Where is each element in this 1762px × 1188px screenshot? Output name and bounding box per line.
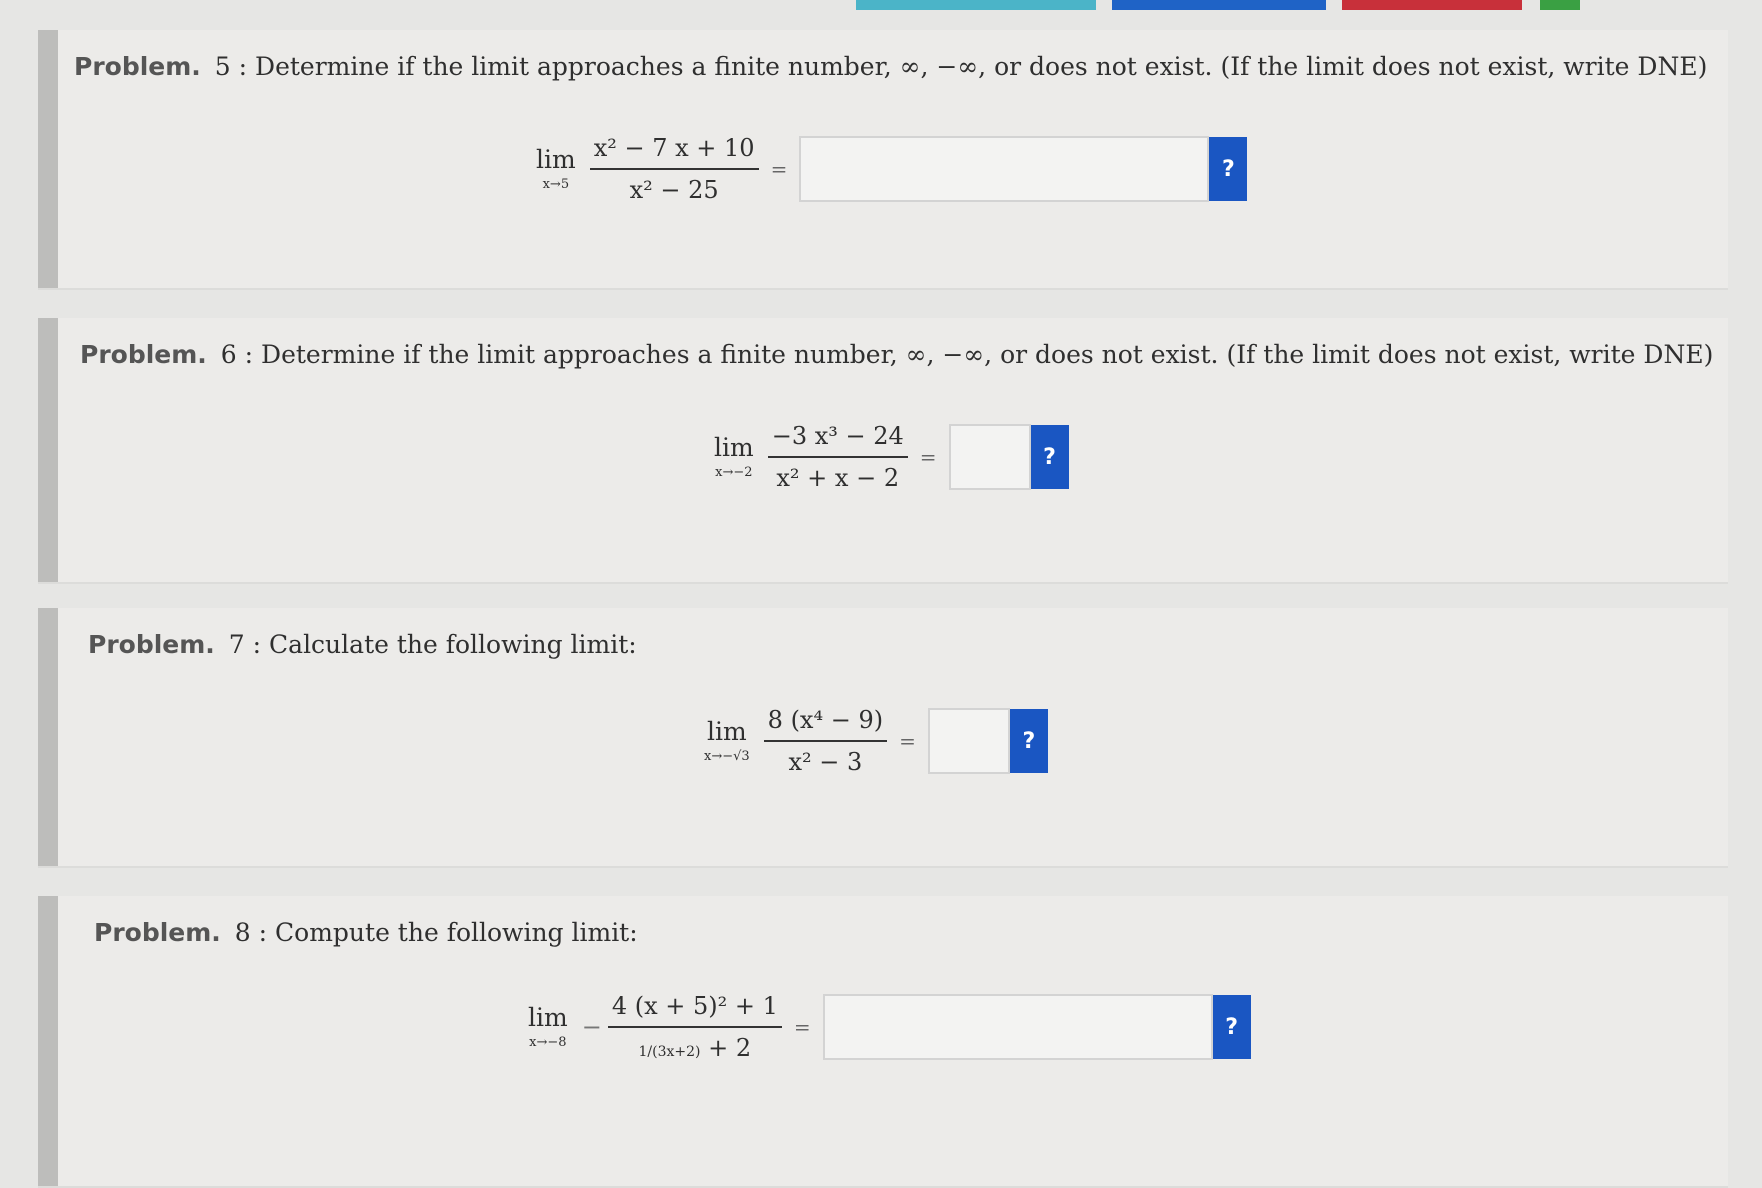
fraction bbox=[590, 136, 759, 202]
problem-label: Problem. bbox=[80, 340, 207, 369]
help-button[interactable]: ? bbox=[1010, 709, 1048, 773]
problem-number: 8 : bbox=[234, 918, 268, 947]
problem-7-expression bbox=[704, 708, 1048, 774]
minus-sign: − bbox=[581, 1013, 602, 1041]
problem-8-statement bbox=[94, 918, 638, 947]
denominator bbox=[639, 1028, 752, 1060]
limit-subscript: x→5 bbox=[542, 177, 570, 192]
fraction bbox=[764, 708, 887, 774]
equals-sign: = bbox=[899, 729, 916, 753]
denominator: x² − 25 bbox=[629, 176, 719, 204]
fraction bbox=[768, 424, 908, 490]
help-button[interactable]: ? bbox=[1209, 137, 1247, 201]
answer-input[interactable] bbox=[928, 708, 1010, 774]
numerator: 4 (x + 5)² + 1 bbox=[608, 994, 782, 1028]
problem-5-card bbox=[38, 30, 1728, 290]
problem-instruction: Calculate the following limit: bbox=[269, 630, 637, 659]
limit-subscript: x→−2 bbox=[715, 465, 753, 480]
problem-instruction: Determine if the limit approaches a finite number, ∞, −∞, or does not exist. (If the limit does not exist, write DNE) bbox=[255, 52, 1708, 81]
problem-label: Problem. bbox=[88, 630, 215, 659]
limit-operator: lim x→−√3 bbox=[704, 717, 750, 764]
progress-bar-green bbox=[1540, 0, 1580, 10]
help-button[interactable]: ? bbox=[1213, 995, 1251, 1059]
problem-6-expression bbox=[714, 424, 1069, 490]
inner-fraction: 1/(3x+2) bbox=[638, 1044, 701, 1060]
limit-operator: lim x→5 bbox=[536, 145, 576, 192]
progress-bar-red bbox=[1342, 0, 1522, 10]
denominator: x² − 3 bbox=[788, 748, 863, 776]
problem-number: 5 : bbox=[214, 52, 248, 81]
problem-5-statement bbox=[74, 52, 1707, 81]
numerator: −3 x³ − 24 bbox=[768, 424, 908, 458]
problem-6-statement bbox=[80, 340, 1713, 369]
problem-8-card bbox=[38, 896, 1728, 1188]
problem-instruction: Determine if the limit approaches a finite number, ∞, −∞, or does not exist. (If the limit does not exist, write DNE) bbox=[261, 340, 1714, 369]
top-color-bars bbox=[0, 0, 1762, 12]
denominator-rest: + 2 bbox=[708, 1034, 752, 1062]
equals-sign: = bbox=[919, 445, 937, 469]
limit-subscript: x→−8 bbox=[529, 1035, 567, 1050]
problem-label: Problem. bbox=[74, 52, 201, 81]
limit-subscript: x→−√3 bbox=[704, 749, 750, 764]
help-button[interactable]: ? bbox=[1031, 425, 1069, 489]
denominator: x² + x − 2 bbox=[776, 464, 900, 492]
fraction bbox=[608, 994, 782, 1060]
equals-sign: = bbox=[770, 157, 788, 181]
problem-8-expression bbox=[528, 994, 1251, 1060]
problem-number: 7 : bbox=[228, 630, 262, 659]
limit-operator: lim x→−2 bbox=[714, 433, 754, 480]
problem-instruction: Compute the following limit: bbox=[275, 918, 638, 947]
numerator: 8 (x⁴ − 9) bbox=[764, 708, 887, 742]
numerator: x² − 7 x + 10 bbox=[590, 136, 759, 170]
answer-input[interactable] bbox=[949, 424, 1031, 490]
equals-sign: = bbox=[793, 1015, 811, 1039]
progress-bar-blue bbox=[1112, 0, 1326, 10]
problem-6-card bbox=[38, 318, 1728, 584]
limit-operator: lim x→−8 bbox=[528, 1003, 568, 1050]
problem-7-statement bbox=[88, 630, 637, 659]
problem-7-card bbox=[38, 608, 1728, 868]
answer-input[interactable] bbox=[823, 994, 1213, 1060]
problem-5-expression bbox=[536, 136, 1247, 202]
progress-bar-cyan bbox=[856, 0, 1096, 10]
problem-number: 6 : bbox=[220, 340, 254, 369]
answer-input[interactable] bbox=[799, 136, 1209, 202]
problem-label: Problem. bbox=[94, 918, 221, 947]
